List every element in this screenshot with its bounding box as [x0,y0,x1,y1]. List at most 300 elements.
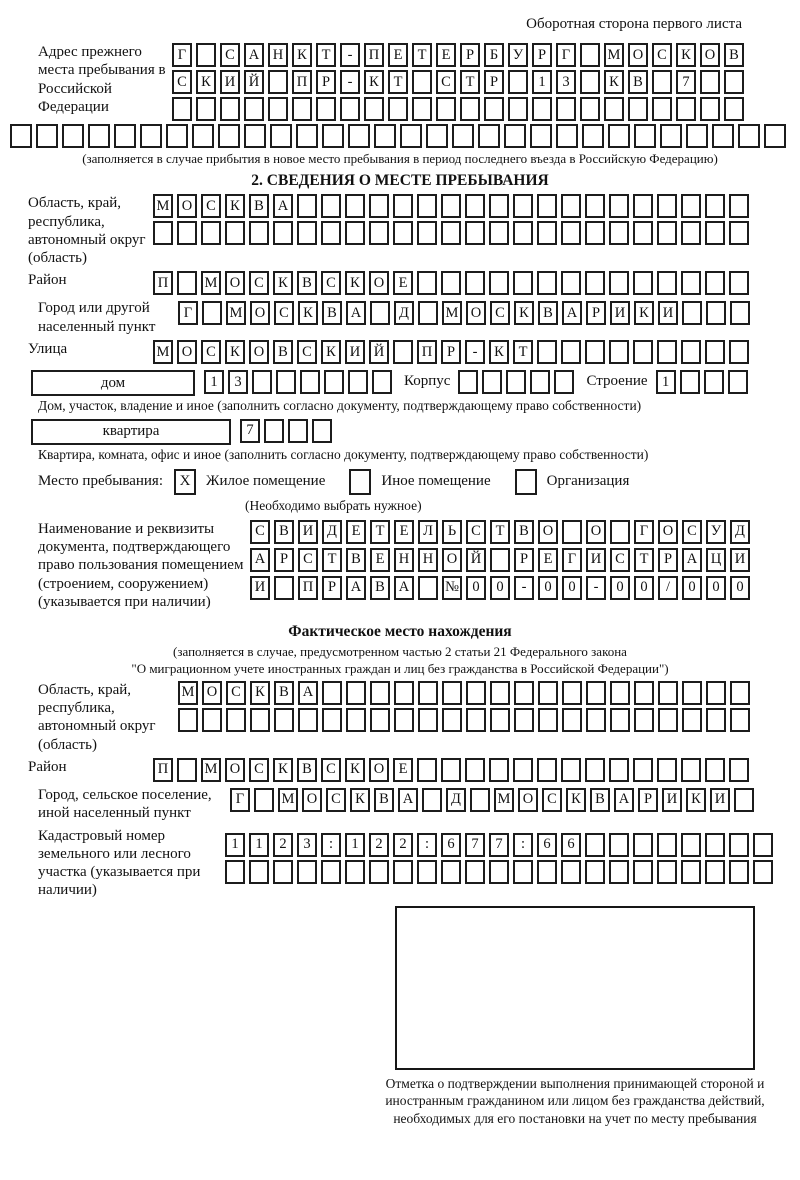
char-cell[interactable]: Р [658,548,678,572]
char-cell[interactable] [705,221,725,245]
char-cell[interactable] [394,708,414,732]
char-cell[interactable]: 6 [441,833,461,857]
char-cell[interactable] [321,194,341,218]
char-cell[interactable]: В [249,194,269,218]
char-cell[interactable] [442,708,462,732]
char-cell[interactable] [730,301,750,325]
char-cell[interactable]: О [177,340,197,364]
char-cell[interactable] [202,708,222,732]
char-cell[interactable]: И [610,301,630,325]
char-cell[interactable]: 7 [676,70,696,94]
char-cell[interactable]: А [394,576,414,600]
char-cell[interactable] [478,124,500,148]
char-cell[interactable] [274,708,294,732]
char-cell[interactable] [562,681,582,705]
char-cell[interactable]: О [518,788,538,812]
char-cell[interactable] [513,758,533,782]
char-cell[interactable] [62,124,84,148]
char-cell[interactable] [705,833,725,857]
char-cell[interactable] [489,271,509,295]
char-cell[interactable] [196,43,216,67]
char-cell[interactable]: С [297,340,317,364]
char-cell[interactable]: 0 [706,576,726,600]
char-cell[interactable] [393,221,413,245]
char-cell[interactable]: М [494,788,514,812]
char-cell[interactable]: О [538,520,558,544]
char-cell[interactable] [634,681,654,705]
char-cell[interactable] [442,681,462,705]
char-cell[interactable]: С [172,70,192,94]
char-cell[interactable] [508,97,528,121]
char-cell[interactable] [729,833,749,857]
char-cell[interactable] [513,271,533,295]
char-cell[interactable]: : [321,833,341,857]
char-cell[interactable] [490,708,510,732]
char-cell[interactable] [724,97,744,121]
char-cell[interactable] [734,788,754,812]
char-cell[interactable]: О [302,788,322,812]
char-cell[interactable]: Е [388,43,408,67]
char-cell[interactable] [580,43,600,67]
char-cell[interactable] [345,194,365,218]
char-cell[interactable]: 1 [532,70,552,94]
char-cell[interactable] [652,97,672,121]
char-cell[interactable] [321,221,341,245]
char-cell[interactable] [538,708,558,732]
char-cell[interactable] [700,70,720,94]
char-cell[interactable]: № [442,576,462,600]
char-cell[interactable] [582,124,604,148]
char-cell[interactable] [609,194,629,218]
char-cell[interactable] [393,194,413,218]
char-cell[interactable]: 1 [204,370,224,394]
char-cell[interactable]: С [652,43,672,67]
char-cell[interactable]: : [513,833,533,857]
char-cell[interactable]: Е [370,548,390,572]
char-cell[interactable]: С [274,301,294,325]
char-cell[interactable]: 3 [228,370,248,394]
char-cell[interactable] [225,860,245,884]
stay-type-checkbox-other[interactable] [349,469,371,495]
char-cell[interactable] [264,419,284,443]
char-cell[interactable] [658,681,678,705]
char-cell[interactable]: М [153,340,173,364]
char-cell[interactable] [705,194,725,218]
char-cell[interactable] [489,194,509,218]
char-cell[interactable] [321,860,341,884]
char-cell[interactable] [417,194,437,218]
char-cell[interactable]: С [226,681,246,705]
char-cell[interactable] [585,340,605,364]
char-cell[interactable] [270,124,292,148]
char-cell[interactable]: Р [532,43,552,67]
char-cell[interactable] [658,708,678,732]
char-cell[interactable]: К [634,301,654,325]
char-cell[interactable] [556,124,578,148]
char-cell[interactable]: 1 [345,833,365,857]
char-cell[interactable] [513,221,533,245]
char-cell[interactable] [586,681,606,705]
char-cell[interactable]: В [273,340,293,364]
char-cell[interactable] [225,221,245,245]
char-cell[interactable] [300,370,320,394]
char-cell[interactable] [537,271,557,295]
char-cell[interactable] [561,271,581,295]
char-cell[interactable]: В [514,520,534,544]
char-cell[interactable]: М [278,788,298,812]
char-cell[interactable] [370,708,390,732]
char-cell[interactable]: М [604,43,624,67]
char-cell[interactable]: Н [268,43,288,67]
char-cell[interactable]: Й [466,548,486,572]
char-cell[interactable]: К [273,271,293,295]
char-cell[interactable]: Г [562,548,582,572]
char-cell[interactable] [514,681,534,705]
char-cell[interactable]: Е [436,43,456,67]
char-cell[interactable] [729,194,749,218]
char-cell[interactable] [681,833,701,857]
char-cell[interactable] [254,788,274,812]
char-cell[interactable]: Е [538,548,558,572]
char-cell[interactable] [412,70,432,94]
char-cell[interactable] [226,708,246,732]
char-cell[interactable] [609,221,629,245]
char-cell[interactable] [554,370,574,394]
char-cell[interactable]: И [730,548,750,572]
char-cell[interactable] [561,758,581,782]
char-cell[interactable]: П [364,43,384,67]
char-cell[interactable]: У [706,520,726,544]
char-cell[interactable] [268,97,288,121]
char-cell[interactable]: О [249,340,269,364]
char-cell[interactable] [604,97,624,121]
char-cell[interactable]: И [220,70,240,94]
char-cell[interactable] [657,194,677,218]
char-cell[interactable]: 1 [656,370,676,394]
char-cell[interactable]: А [682,548,702,572]
house-box[interactable]: дом [31,370,195,396]
char-cell[interactable] [538,681,558,705]
char-cell[interactable]: С [436,70,456,94]
char-cell[interactable] [322,124,344,148]
char-cell[interactable] [369,221,389,245]
char-cell[interactable] [633,271,653,295]
char-cell[interactable] [682,301,702,325]
char-cell[interactable]: 0 [610,576,630,600]
char-cell[interactable]: Г [556,43,576,67]
char-cell[interactable] [273,221,293,245]
char-cell[interactable]: Р [484,70,504,94]
char-cell[interactable] [372,370,392,394]
stay-type-checkbox-residential[interactable]: X [174,469,196,495]
char-cell[interactable]: К [225,340,245,364]
char-cell[interactable] [394,681,414,705]
char-cell[interactable] [166,124,188,148]
char-cell[interactable]: О [586,520,606,544]
char-cell[interactable] [730,681,750,705]
char-cell[interactable]: Й [244,70,264,94]
char-cell[interactable] [657,860,677,884]
char-cell[interactable] [114,124,136,148]
char-cell[interactable]: К [514,301,534,325]
char-cell[interactable] [537,194,557,218]
char-cell[interactable]: К [273,758,293,782]
char-cell[interactable]: С [298,548,318,572]
char-cell[interactable] [297,860,317,884]
char-cell[interactable] [470,788,490,812]
char-cell[interactable]: - [340,70,360,94]
char-cell[interactable]: Т [412,43,432,67]
char-cell[interactable]: О [700,43,720,67]
char-cell[interactable]: Р [638,788,658,812]
char-cell[interactable]: 0 [682,576,702,600]
char-cell[interactable] [628,97,648,121]
char-cell[interactable] [729,340,749,364]
char-cell[interactable] [490,681,510,705]
char-cell[interactable] [586,708,606,732]
char-cell[interactable] [244,97,264,121]
char-cell[interactable]: С [542,788,562,812]
char-cell[interactable] [682,681,702,705]
char-cell[interactable]: Н [418,548,438,572]
char-cell[interactable] [633,860,653,884]
char-cell[interactable] [676,97,696,121]
char-cell[interactable]: - [340,43,360,67]
char-cell[interactable]: С [490,301,510,325]
char-cell[interactable]: Г [172,43,192,67]
char-cell[interactable]: Д [730,520,750,544]
char-cell[interactable] [729,758,749,782]
char-cell[interactable] [728,370,748,394]
char-cell[interactable] [562,708,582,732]
char-cell[interactable]: О [225,758,245,782]
char-cell[interactable] [561,221,581,245]
char-cell[interactable] [657,340,677,364]
char-cell[interactable] [513,860,533,884]
char-cell[interactable]: А [562,301,582,325]
char-cell[interactable] [634,124,656,148]
char-cell[interactable] [634,708,654,732]
char-cell[interactable]: Т [490,520,510,544]
char-cell[interactable]: И [658,301,678,325]
char-cell[interactable] [322,681,342,705]
char-cell[interactable] [537,758,557,782]
char-cell[interactable] [580,97,600,121]
char-cell[interactable] [202,301,222,325]
char-cell[interactable]: 0 [730,576,750,600]
char-cell[interactable]: 1 [225,833,245,857]
char-cell[interactable] [393,340,413,364]
char-cell[interactable]: Е [393,271,413,295]
char-cell[interactable] [681,340,701,364]
char-cell[interactable] [244,124,266,148]
char-cell[interactable]: П [298,576,318,600]
char-cell[interactable] [537,860,557,884]
char-cell[interactable] [513,194,533,218]
char-cell[interactable] [705,340,725,364]
char-cell[interactable]: 3 [297,833,317,857]
char-cell[interactable] [652,70,672,94]
char-cell[interactable] [466,708,486,732]
char-cell[interactable]: О [202,681,222,705]
char-cell[interactable]: К [566,788,586,812]
char-cell[interactable] [585,194,605,218]
char-cell[interactable] [610,681,630,705]
char-cell[interactable]: Г [230,788,250,812]
char-cell[interactable] [369,194,389,218]
char-cell[interactable] [417,221,437,245]
char-cell[interactable] [441,194,461,218]
char-cell[interactable] [466,681,486,705]
char-cell[interactable]: С [250,520,270,544]
char-cell[interactable]: Ь [442,520,462,544]
char-cell[interactable] [297,221,317,245]
char-cell[interactable]: А [298,681,318,705]
char-cell[interactable] [369,860,389,884]
char-cell[interactable]: К [321,340,341,364]
char-cell[interactable]: М [201,758,221,782]
char-cell[interactable]: 3 [556,70,576,94]
char-cell[interactable]: 7 [240,419,260,443]
char-cell[interactable]: Т [460,70,480,94]
char-cell[interactable]: С [201,194,221,218]
char-cell[interactable] [704,370,724,394]
char-cell[interactable]: Л [418,520,438,544]
char-cell[interactable] [348,124,370,148]
char-cell[interactable]: Н [394,548,414,572]
char-cell[interactable]: М [442,301,462,325]
char-cell[interactable]: Т [513,340,533,364]
char-cell[interactable] [196,97,216,121]
char-cell[interactable] [374,124,396,148]
char-cell[interactable]: 0 [466,576,486,600]
char-cell[interactable] [441,758,461,782]
char-cell[interactable] [250,708,270,732]
char-cell[interactable] [705,271,725,295]
char-cell[interactable]: : [417,833,437,857]
char-cell[interactable]: К [364,70,384,94]
char-cell[interactable]: Р [316,70,336,94]
char-cell[interactable] [706,301,726,325]
char-cell[interactable] [537,340,557,364]
char-cell[interactable]: Р [514,548,534,572]
char-cell[interactable] [730,708,750,732]
char-cell[interactable] [633,833,653,857]
char-cell[interactable]: Г [634,520,654,544]
char-cell[interactable] [177,271,197,295]
char-cell[interactable] [514,708,534,732]
char-cell[interactable]: Р [274,548,294,572]
char-cell[interactable] [657,758,677,782]
char-cell[interactable]: 0 [562,576,582,600]
char-cell[interactable] [682,708,702,732]
char-cell[interactable] [465,758,485,782]
char-cell[interactable]: М [201,271,221,295]
char-cell[interactable] [370,681,390,705]
char-cell[interactable] [706,708,726,732]
char-cell[interactable] [36,124,58,148]
char-cell[interactable] [681,194,701,218]
char-cell[interactable] [177,758,197,782]
char-cell[interactable] [324,370,344,394]
char-cell[interactable] [370,301,390,325]
char-cell[interactable] [140,124,162,148]
char-cell[interactable] [610,708,630,732]
char-cell[interactable] [178,708,198,732]
char-cell[interactable] [489,860,509,884]
char-cell[interactable] [585,758,605,782]
char-cell[interactable] [465,860,485,884]
char-cell[interactable]: 0 [634,576,654,600]
char-cell[interactable]: И [710,788,730,812]
char-cell[interactable]: Т [370,520,390,544]
char-cell[interactable]: И [662,788,682,812]
char-cell[interactable] [412,97,432,121]
char-cell[interactable] [633,758,653,782]
char-cell[interactable] [316,97,336,121]
char-cell[interactable]: О [658,520,678,544]
char-cell[interactable] [705,860,725,884]
char-cell[interactable]: К [604,70,624,94]
char-cell[interactable] [738,124,760,148]
char-cell[interactable] [562,520,582,544]
char-cell[interactable] [418,301,438,325]
char-cell[interactable]: Р [460,43,480,67]
char-cell[interactable] [657,833,677,857]
char-cell[interactable] [292,97,312,121]
char-cell[interactable]: 6 [537,833,557,857]
char-cell[interactable] [249,860,269,884]
char-cell[interactable]: Р [322,576,342,600]
char-cell[interactable]: Ц [706,548,726,572]
char-cell[interactable]: С [249,271,269,295]
char-cell[interactable] [608,124,630,148]
char-cell[interactable] [348,370,368,394]
char-cell[interactable]: Т [316,43,336,67]
char-cell[interactable]: П [153,758,173,782]
char-cell[interactable] [561,340,581,364]
char-cell[interactable]: С [682,520,702,544]
char-cell[interactable]: 7 [465,833,485,857]
char-cell[interactable]: Т [634,548,654,572]
char-cell[interactable] [418,681,438,705]
char-cell[interactable] [418,576,438,600]
char-cell[interactable]: П [417,340,437,364]
char-cell[interactable] [561,194,581,218]
char-cell[interactable] [489,221,509,245]
char-cell[interactable] [296,124,318,148]
char-cell[interactable] [609,833,629,857]
char-cell[interactable] [585,860,605,884]
char-cell[interactable] [298,708,318,732]
char-cell[interactable]: К [489,340,509,364]
char-cell[interactable] [417,271,437,295]
char-cell[interactable] [249,221,269,245]
char-cell[interactable] [633,221,653,245]
char-cell[interactable]: 2 [393,833,413,857]
char-cell[interactable]: О [628,43,648,67]
char-cell[interactable]: Е [394,520,414,544]
char-cell[interactable]: С [466,520,486,544]
char-cell[interactable]: К [676,43,696,67]
char-cell[interactable] [312,419,332,443]
char-cell[interactable] [417,860,437,884]
char-cell[interactable] [729,221,749,245]
char-cell[interactable]: 2 [369,833,389,857]
char-cell[interactable]: В [538,301,558,325]
char-cell[interactable]: С [249,758,269,782]
apartment-box[interactable]: квартира [31,419,231,445]
